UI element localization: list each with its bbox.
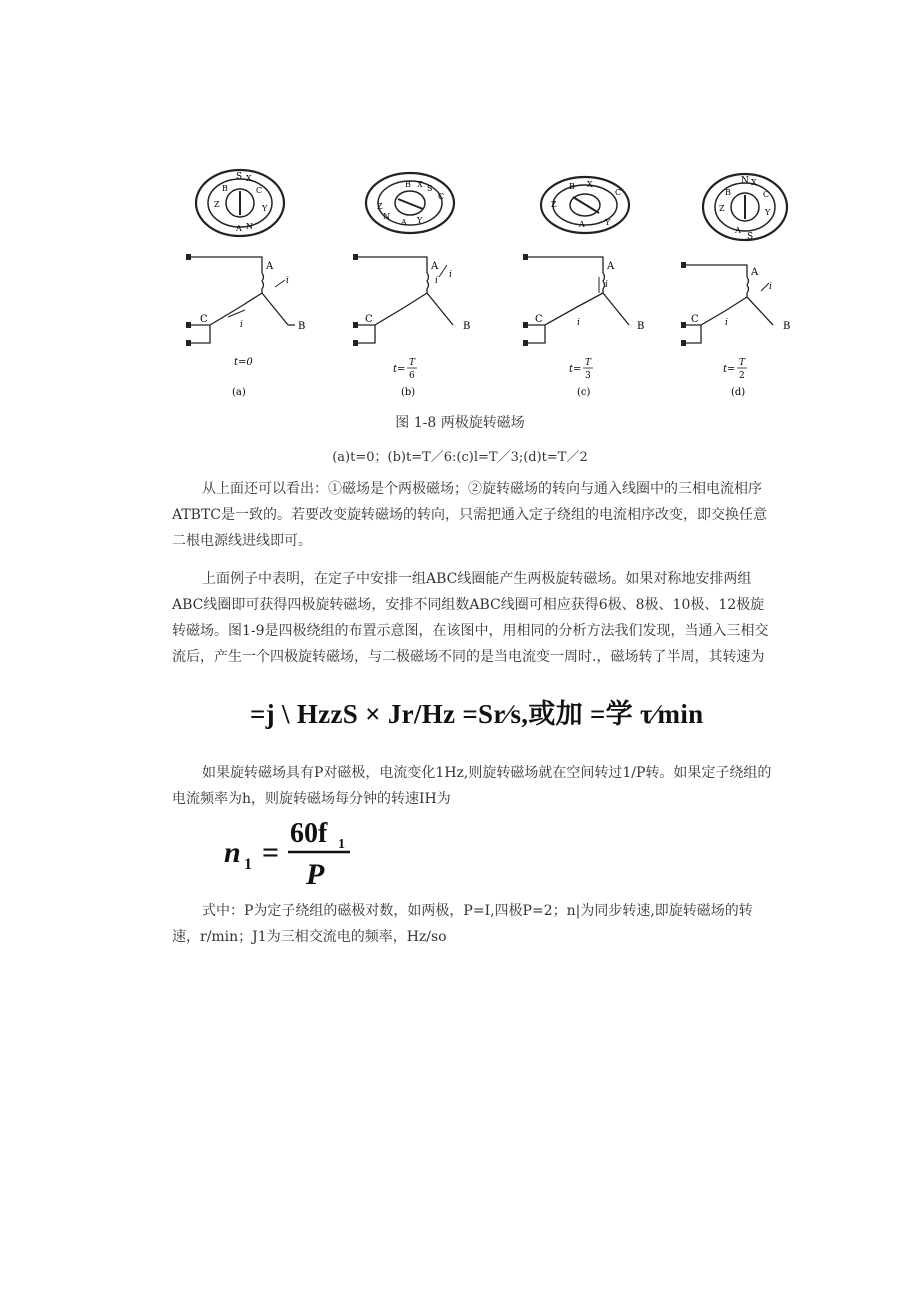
- svg-text:t=: t=: [723, 364, 736, 375]
- svg-text:i: i: [240, 320, 243, 330]
- panel-d: [665, 165, 830, 405]
- svg-text:Z: Z: [377, 202, 383, 211]
- svg-text:A: A: [236, 224, 242, 233]
- svg-text:X: X: [587, 180, 593, 189]
- svg-text:1: 1: [338, 837, 345, 852]
- svg-text:i: i: [449, 270, 452, 280]
- figure-subcaption: (a)t=0；(b)t=T／6:(c)l=T／3;(d)t=T／2: [332, 450, 588, 465]
- paragraph-3: 如果旋转磁场具有P对磁极，电流变化1Hz,则旋转磁场就在空间转过1/P转。如果定子绕组的电流频率为h，则旋转磁场每分钟的转速IH为: [172, 765, 772, 807]
- svg-text:t=: t=: [393, 364, 406, 375]
- svg-text:Z: Z: [214, 200, 220, 209]
- svg-text:(b): (b): [401, 387, 416, 398]
- svg-text:i: i: [286, 276, 289, 286]
- svg-text:t=0: t=0: [234, 357, 253, 368]
- motor-cross-section: [541, 177, 629, 233]
- svg-text:B: B: [637, 321, 645, 332]
- svg-text:A: A: [579, 220, 585, 229]
- svg-text:i: i: [605, 280, 608, 290]
- svg-text:(d): (d): [731, 387, 746, 398]
- svg-text:S: S: [236, 172, 243, 182]
- three-phase-winding: [357, 257, 453, 343]
- svg-text:C: C: [615, 188, 622, 197]
- panel-b-diagram: [335, 165, 500, 405]
- svg-text:i: i: [769, 282, 772, 292]
- svg-text:(c): (c): [577, 387, 591, 398]
- panel-c-diagram: [505, 165, 670, 405]
- svg-text:A: A: [735, 226, 741, 235]
- motor-cross-section: [366, 173, 454, 233]
- svg-text:N: N: [246, 222, 253, 231]
- svg-text:Y: Y: [765, 208, 771, 217]
- svg-text:A: A: [431, 261, 439, 272]
- svg-text:i: i: [435, 276, 438, 286]
- motor-cross-section: [703, 174, 787, 242]
- svg-text:N: N: [741, 176, 749, 186]
- paragraph-1: 从上面还可以看出：①磁场是个两极磁场；②旋转磁场的转向与通入线圈中的三相电流相序ATBTC是一致的。若要改变旋转磁场的转向，只需把通入定子绕组的电流相序改变，即交换任意二根电源线进线即可。: [172, 481, 768, 549]
- svg-text:B: B: [783, 321, 791, 332]
- svg-text:P: P: [306, 858, 325, 891]
- svg-text:i: i: [577, 318, 580, 328]
- svg-text:2: 2: [739, 371, 745, 381]
- svg-text:A: A: [266, 261, 274, 272]
- svg-text:1: 1: [244, 856, 252, 873]
- motor-cross-section: [196, 170, 284, 236]
- svg-text:6: 6: [409, 371, 415, 381]
- paragraph-2: 上面例子中表明，在定子中安排一组ABC线圈能产生两极旋转磁场。如果对称地安排两组ABC线圈即可获得四极旋转磁场，安排不同组数ABC线圈可相应获得6极、8极、10极、12极旋转磁场。图1-9是四极绕组的布置示意图，在该图中，用相同的分析方法我们发现，当通入三相交流后，产生一个四极旋转磁场，与二极磁场不同的是当电流变一周时.，磁场转了半周，其转速为: [172, 571, 769, 665]
- svg-text:S: S: [427, 184, 433, 193]
- svg-text:60f: 60f: [290, 818, 328, 849]
- svg-text:X: X: [246, 174, 252, 183]
- svg-text:A: A: [607, 261, 615, 272]
- svg-text:T: T: [739, 358, 746, 368]
- panel-a-diagram: [170, 165, 335, 405]
- svg-text:C: C: [438, 192, 445, 201]
- svg-text:A: A: [751, 267, 759, 278]
- svg-text:X: X: [417, 180, 423, 189]
- svg-text:S: S: [747, 232, 754, 242]
- svg-text:Y: Y: [605, 218, 611, 227]
- panel-c: [505, 165, 670, 405]
- panel-a: [170, 165, 335, 405]
- svg-text:Y: Y: [417, 216, 423, 225]
- svg-text:B: B: [405, 180, 411, 189]
- svg-text:C: C: [256, 186, 263, 195]
- svg-text:B: B: [463, 321, 471, 332]
- rotation-speed-formula: =j \ HzzS × Jr/Hz =Sr∕s,或加 =学 τ∕min: [250, 699, 704, 729]
- svg-text:=: =: [262, 836, 280, 869]
- svg-text:C: C: [763, 190, 770, 199]
- panel-b: [335, 165, 500, 405]
- paragraph-4: 式中：P为定子绕组的磁极对数，如两极，P=I,四极P=2；n|为同步转速,即旋转磁场的转速，r/min；J1为三相交流电的频率，Hz/so: [172, 903, 753, 945]
- svg-text:B: B: [222, 184, 228, 193]
- svg-text:B: B: [725, 188, 731, 197]
- svg-text:A: A: [401, 218, 407, 227]
- figure-1-8: [170, 165, 830, 405]
- svg-text:Z: Z: [719, 204, 725, 213]
- svg-text:Y: Y: [262, 204, 268, 213]
- synchronous-speed-formula: [222, 812, 362, 892]
- svg-text:X: X: [751, 178, 757, 187]
- svg-text:t=: t=: [569, 364, 582, 375]
- svg-text:T: T: [585, 358, 592, 368]
- figure-title: 图 1-8 两极旋转磁场: [395, 415, 525, 431]
- three-phase-winding: [685, 265, 773, 343]
- svg-text:T: T: [409, 358, 416, 368]
- svg-text:(a): (a): [232, 387, 246, 398]
- svg-text:B: B: [298, 321, 306, 332]
- panel-d-diagram: [665, 165, 830, 405]
- svg-text:i: i: [725, 318, 728, 328]
- svg-text:3: 3: [585, 371, 591, 381]
- svg-text:N: N: [383, 212, 390, 221]
- svg-text:B: B: [569, 182, 575, 191]
- three-phase-winding: [190, 257, 295, 343]
- svg-text:C: C: [691, 314, 699, 325]
- svg-text:C: C: [365, 314, 373, 325]
- svg-text:C: C: [535, 314, 543, 325]
- svg-text:C: C: [200, 314, 208, 325]
- svg-text:n: n: [224, 836, 241, 869]
- svg-text:Z: Z: [551, 200, 557, 209]
- formula-n1-svg: [222, 812, 362, 892]
